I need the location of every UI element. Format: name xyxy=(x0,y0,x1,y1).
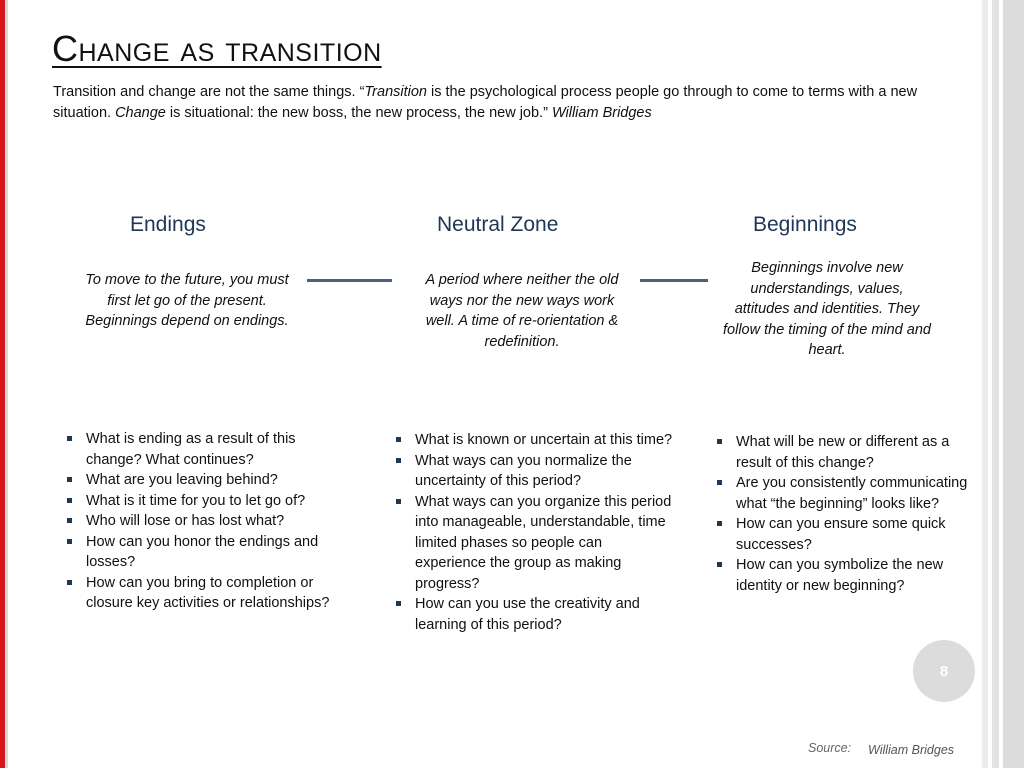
connector-line-1 xyxy=(307,279,392,282)
description-endings: To move to the future, you must first let go of the present. Beginnings depend on endings. xyxy=(85,272,289,329)
right-decorative-stripes xyxy=(978,0,1024,768)
list-item: What is ending as a result of this change? What continues? xyxy=(60,429,345,470)
bullet-icon xyxy=(67,477,72,482)
list-item: How can you use the creativity and learning of this period? xyxy=(389,594,674,635)
questions-neutral-zone xyxy=(389,430,674,635)
list-item: What will be new or different as a result of this change? xyxy=(710,432,975,473)
questions-endings xyxy=(60,429,345,614)
list-item: What are you leaving behind? xyxy=(60,470,345,491)
bullet-icon xyxy=(67,498,72,503)
bullet-icon xyxy=(67,436,72,441)
bullet-icon xyxy=(717,562,722,567)
bullet-icon xyxy=(396,437,401,442)
bullet-icon xyxy=(717,439,722,444)
bullet-icon xyxy=(67,580,72,585)
list-item: What is known or uncertain at this time? xyxy=(389,430,674,451)
bullet-icon xyxy=(67,518,72,523)
description-neutral-zone: A period where neither the old ways nor the new ways work well. A time of re-orientation & redefinition. xyxy=(425,272,619,350)
list-item: Are you consistently communicating what “the beginning” looks like? xyxy=(710,473,975,514)
connector-line-2 xyxy=(640,279,708,282)
intro-term-change: Change xyxy=(115,105,166,121)
questions-beginnings xyxy=(710,432,975,596)
list-item: How can you symbolize the new identity or new beginning? xyxy=(710,555,975,596)
list-item: Who will lose or has lost what? xyxy=(60,511,345,532)
list-item: How can you bring to completion or closure key activities or relationships? xyxy=(60,573,345,614)
bullet-icon xyxy=(717,480,722,485)
page-number-badge: 8 xyxy=(913,640,975,702)
list-item: How can you ensure some quick successes? xyxy=(710,514,975,555)
source-name: William Bridges xyxy=(868,743,955,757)
bullet-icon xyxy=(396,499,401,504)
list-item: What is it time for you to let go of? xyxy=(60,491,345,512)
bullet-icon xyxy=(717,521,722,526)
intro-term-transition: Transition xyxy=(364,84,427,100)
intro-text-3: is situational: the new boss, the new process, the new job.” xyxy=(165,105,552,121)
heading-endings: Endings xyxy=(130,213,206,236)
heading-neutral-zone: Neutral Zone xyxy=(437,213,559,236)
description-beginnings: Beginnings involve new understandings, values, attitudes and identities. They follow the timing of the mind and heart. xyxy=(723,260,931,358)
source-label: Source: xyxy=(808,741,852,755)
left-accent-bar-shadow xyxy=(5,0,8,768)
intro-text-1: Transition and change are not the same things. “ xyxy=(53,84,365,100)
bullet-icon xyxy=(67,539,72,544)
list-item: What ways can you normalize the uncertainty of this period? xyxy=(389,451,674,492)
intro-paragraph xyxy=(53,82,968,124)
list-item: How can you honor the endings and losses? xyxy=(60,532,345,573)
intro-author: William Bridges xyxy=(551,105,652,121)
slide-title: Change as transition xyxy=(52,28,382,69)
bullet-icon xyxy=(396,458,401,463)
bullet-icon xyxy=(396,601,401,606)
intro-text-2: is the psychological process people go through to come to terms with a new situation. xyxy=(53,84,918,121)
list-item: What ways can you organize this period into manageable, understandable, time limited phases so people can experience the group as making progress? xyxy=(389,492,674,595)
heading-beginnings: Beginnings xyxy=(753,213,857,236)
